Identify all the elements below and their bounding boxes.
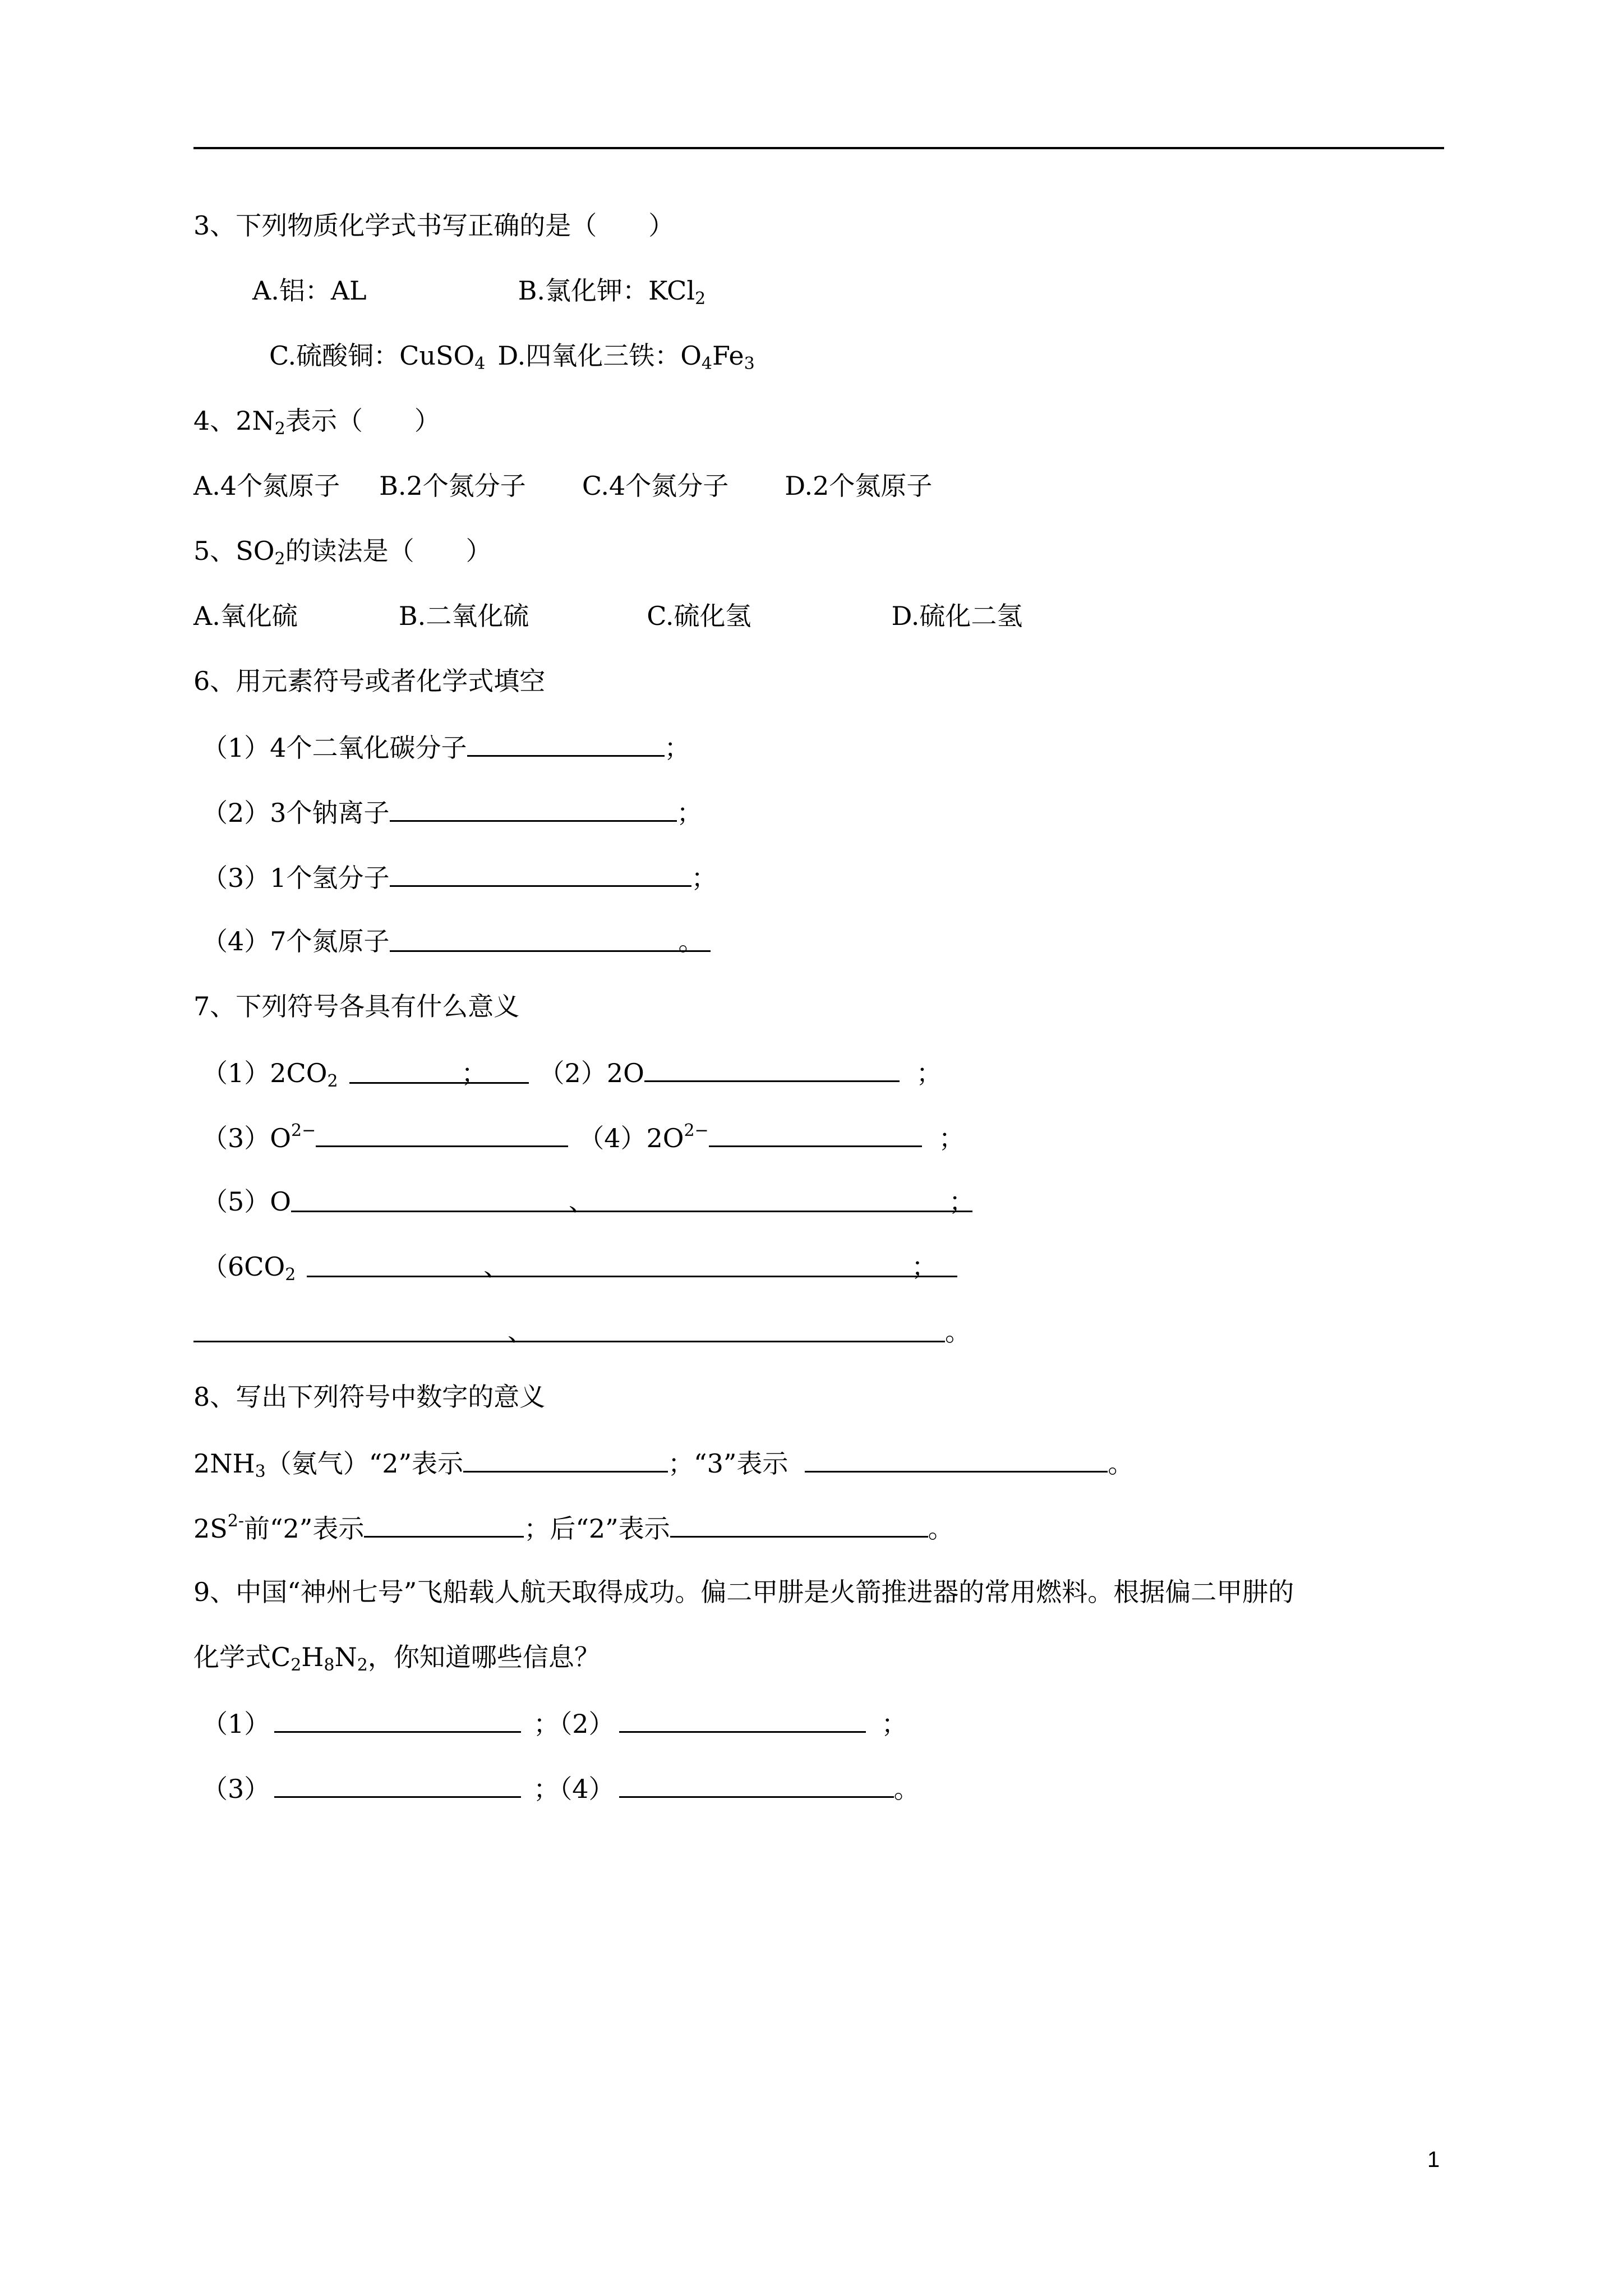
q5-option-a: A.氧化硫	[193, 601, 298, 631]
q3-options-ab	[252, 274, 706, 307]
answer-blank[interactable]	[619, 1705, 866, 1733]
q9-stem-line-1: 9、中国“神州七号”飞船载人航天取得成功。偏二甲肼是火箭推进器的常用燃料。根据偏二甲肼的	[193, 1577, 1294, 1607]
q8-line-1: $2NH_3$（氨气）“2”表示 ；“3”表示 。	[193, 1445, 1133, 1480]
header-rule	[193, 147, 1444, 149]
q6-item-4: （4）7个氮原子 。	[202, 924, 711, 958]
answer-blank[interactable]: 、	[193, 1315, 945, 1342]
answer-blank[interactable]	[619, 1770, 894, 1798]
q7-row-1: $(1)2CO_2$ ； （2）2O ；	[202, 1055, 942, 1090]
q4-option-c: C.4个氮分子	[582, 471, 729, 501]
answer-blank[interactable]: 、 ；	[307, 1250, 957, 1277]
q6-item-2: （2）3个钠离子 ；	[202, 794, 703, 830]
q9-row-1: （1） ；（2） ；	[202, 1705, 907, 1741]
q9-row-2: （3） ；（4） 。	[202, 1770, 920, 1806]
q5-stem: 5、$SO_2$的读法是（ ）	[193, 536, 492, 569]
q5-option-b: B.二氧化硫	[398, 601, 529, 631]
q8-stem: 8、写出下列符号中数字的意义	[193, 1382, 546, 1412]
answer-blank[interactable]	[316, 1120, 568, 1147]
q9-stem-line-2: 化学式$C_2H_8N_2$，你知道哪些信息？	[193, 1642, 600, 1675]
q3-option-b: B.氯化钾：KCl$_2$	[518, 275, 706, 309]
answer-blank[interactable]	[805, 1445, 1108, 1473]
q6-item-3: （3）1个氢分子 ；	[202, 859, 717, 895]
answer-blank[interactable]: 、 ；	[291, 1185, 972, 1212]
q5-option-d: D.硫化二氢	[891, 601, 1023, 631]
q4-stem: 4、$2N_2$表示（ ）	[193, 406, 440, 439]
q3-option-d: D.四氧化三铁：$O_4Fe_3$	[497, 341, 755, 374]
q4-options	[193, 469, 932, 503]
q7-row-2: $(3)O^{2-}$ $(4)2O^{2-}$ ；	[202, 1121, 965, 1153]
q3-option-a: A.铝：AL	[252, 275, 367, 306]
q7-stem: 7、下列符号各具有什么意义	[193, 991, 520, 1022]
answer-blank[interactable]	[364, 1510, 524, 1538]
answer-blank[interactable]	[709, 1120, 922, 1147]
answer-blank[interactable]	[644, 1055, 900, 1082]
q6-stem: 6、用元素符号或者化学式填空	[193, 666, 546, 696]
answer-blank[interactable]	[463, 1445, 668, 1473]
answer-blank[interactable]	[274, 1770, 521, 1798]
q7-row-3: （5）O 、 ；	[202, 1185, 972, 1218]
q3-option-c: C.硫酸铜：CuSO$_4$	[269, 341, 486, 374]
answer-blank[interactable]	[390, 794, 677, 822]
q5-option-c: C.硫化氢	[647, 601, 751, 631]
answer-blank[interactable]	[390, 859, 691, 887]
q5-options	[193, 599, 1022, 633]
q3-stem: 3、下列物质化学式书写正确的是（ ）	[193, 210, 675, 241]
page-number: 1	[1427, 2147, 1440, 2172]
q7-row-4: （$6CO_2$ 、 ；	[202, 1250, 957, 1283]
q4-option-d: D.2个氮原子	[785, 471, 933, 501]
answer-blank[interactable]	[467, 729, 665, 757]
q3-options-cd	[269, 339, 755, 372]
answer-blank[interactable]: 。	[390, 924, 711, 952]
q4-option-a: A.4个氮原子	[193, 471, 340, 501]
q4-option-b: B.2个氮分子	[379, 471, 526, 501]
answer-blank[interactable]: ；	[349, 1056, 529, 1084]
q7-row-5: 、 。	[193, 1315, 971, 1349]
q6-item-1: （1）4个二氧化碳分子 ；	[202, 729, 690, 765]
answer-blank[interactable]	[274, 1705, 521, 1733]
q8-line-2: $2S^{2-}$前“2”表示 ；后“2”表示 。	[193, 1511, 954, 1544]
answer-blank[interactable]	[670, 1510, 928, 1538]
